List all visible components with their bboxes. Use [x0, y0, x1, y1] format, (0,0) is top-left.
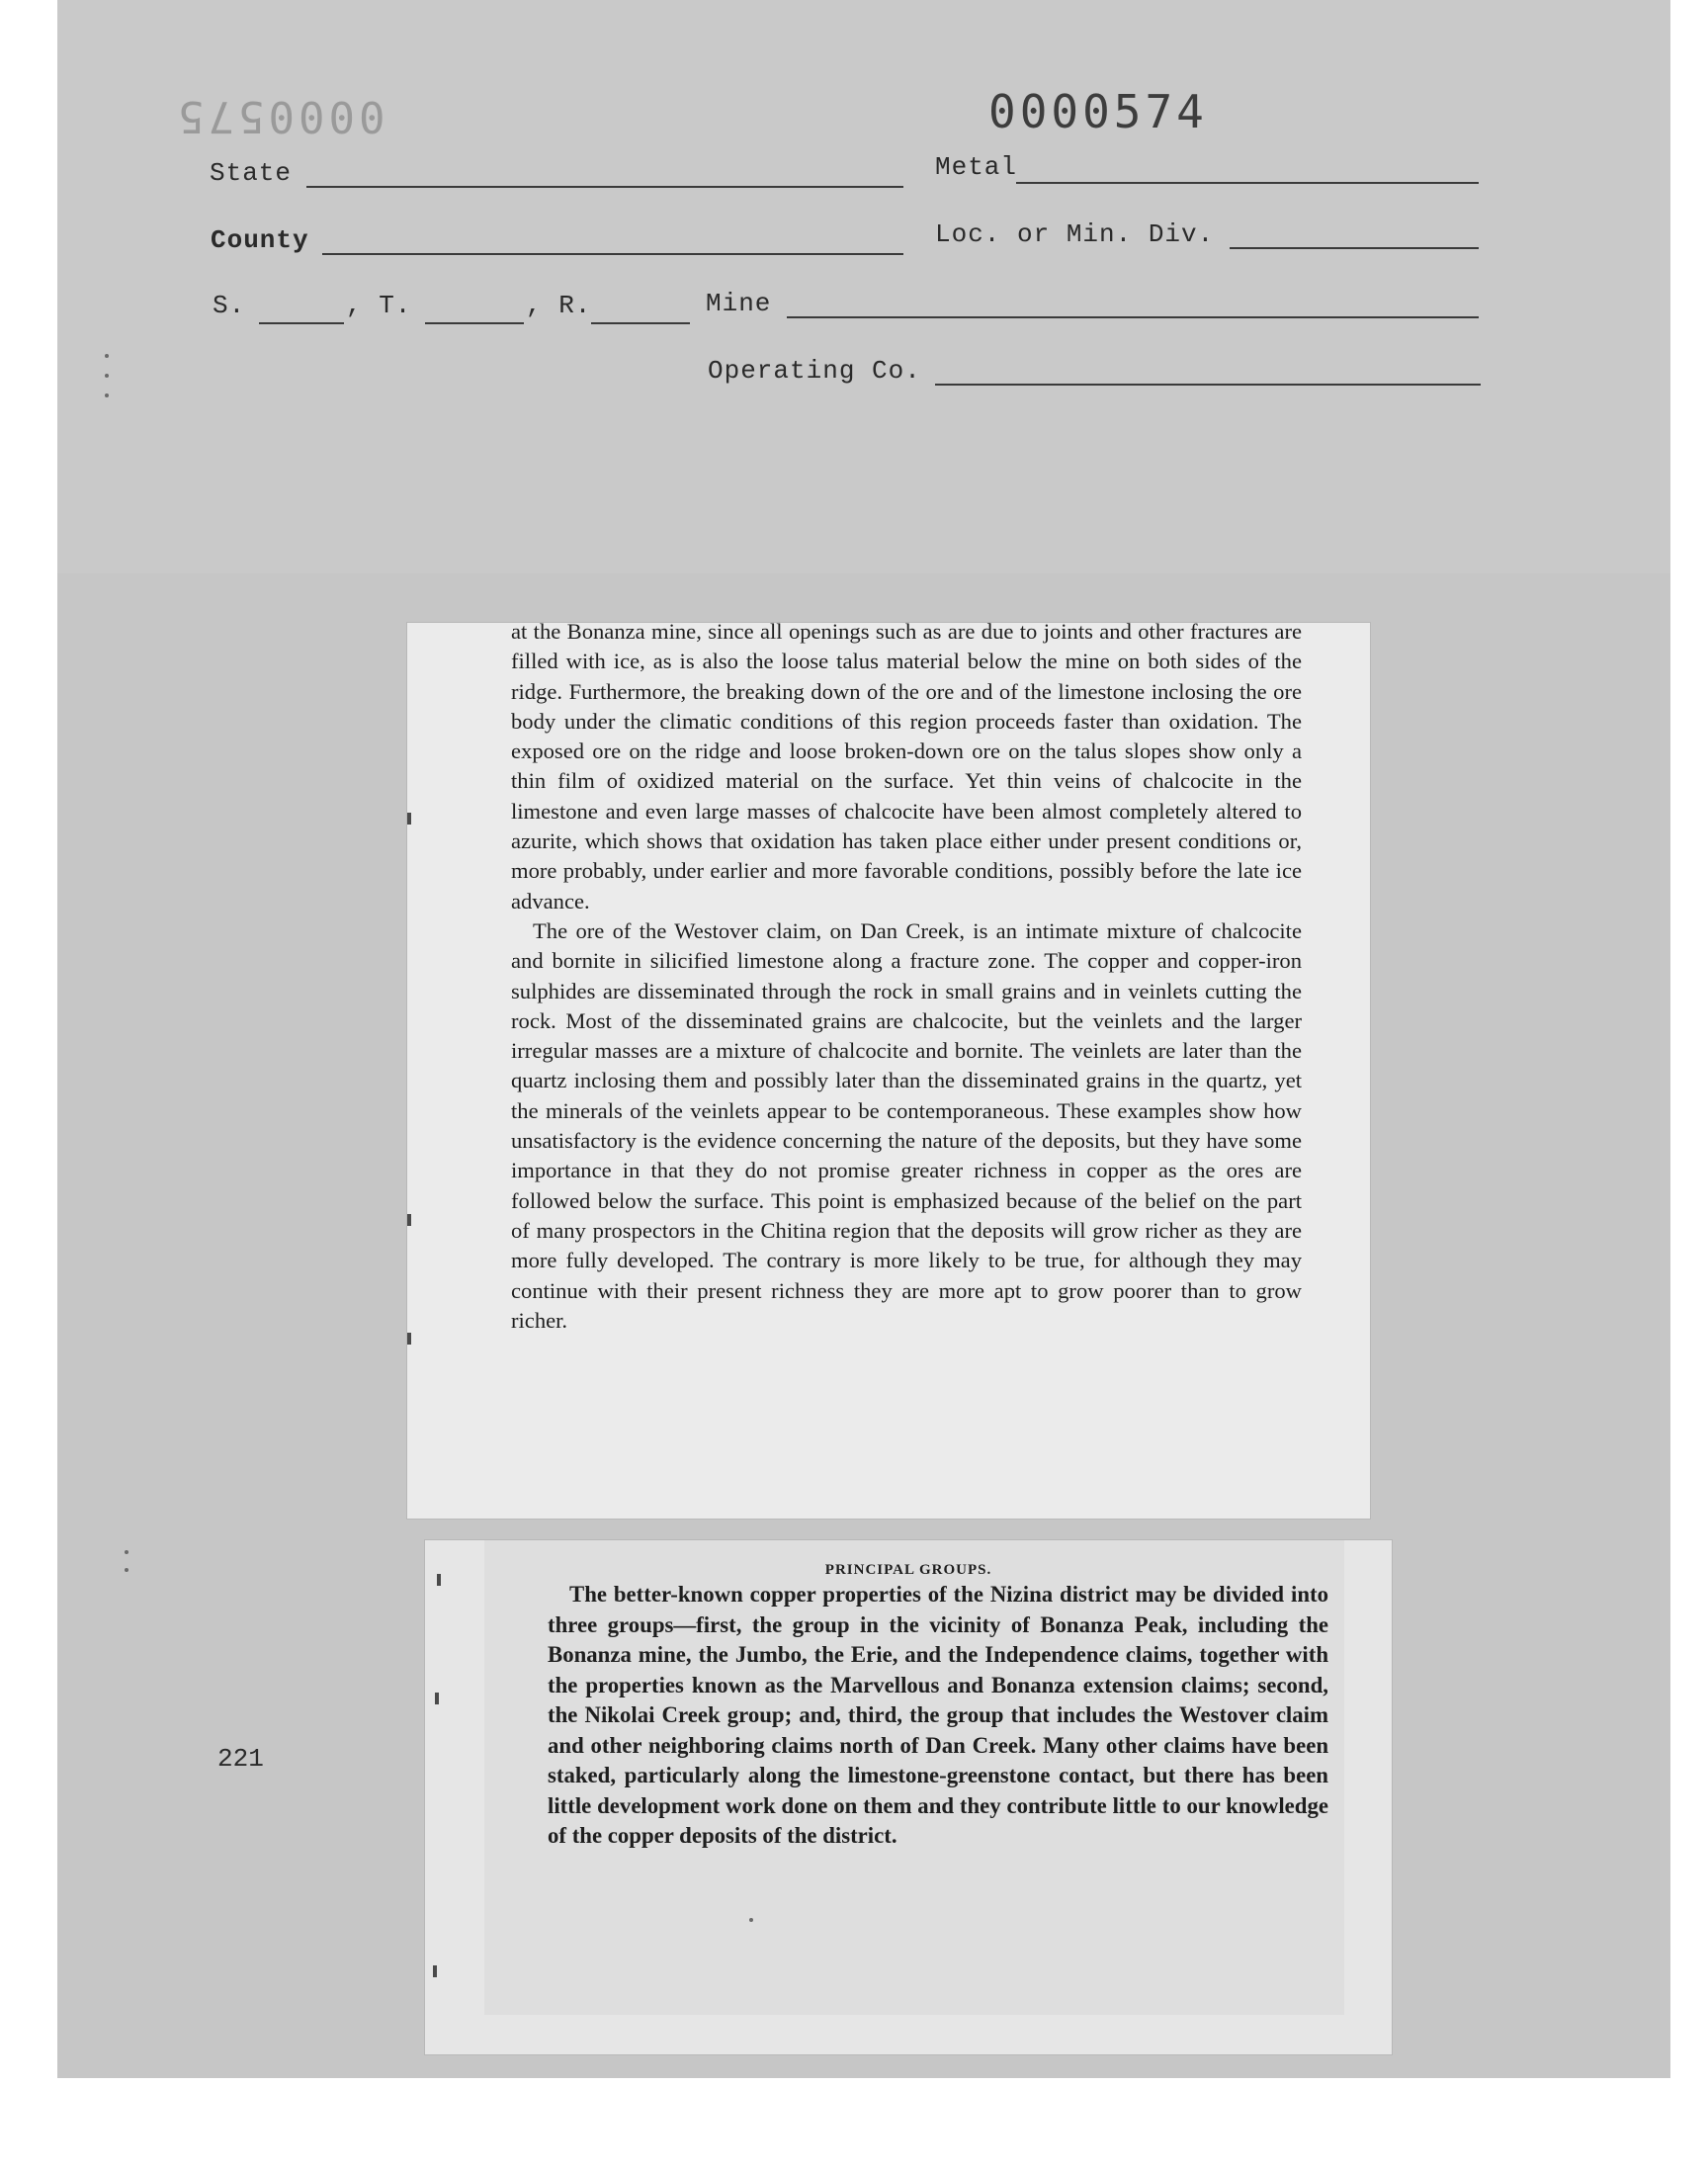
scan-speck	[105, 354, 109, 358]
scan-speck	[749, 1918, 753, 1922]
metal-field-line	[1016, 182, 1479, 184]
section-field-line	[259, 322, 344, 324]
serial-number: 0000574	[988, 85, 1208, 138]
clipping-1-paragraph-1: at the Bonanza mine, since all openings such as are due to joints and other fractures are filled with ice, as is also the loose talus material below the mine on both sides of the ridge. Furthermore, the breaking down of the ore and of the limestone inclosing the ore body under the climatic conditions of this region proceeds faster than oxidation. The exposed ore on the ridge and loose broken-down ore on the talus slopes show only a thin film of oxidized material on the surface. Yet thin veins of chalcocite in the limestone and even large masses of chalcocite have been almost completely altered to azurite, which shows that oxidation has taken place either under present conditions or, more probably, under earlier and more favorable conditions, possibly before the late ice advance.	[511, 619, 1302, 914]
ghost-serial-number: 0000575	[174, 91, 385, 141]
scan-speck	[105, 374, 109, 378]
text-clipping-2	[425, 1540, 1392, 2054]
township-label: , T.	[346, 291, 412, 320]
clip-edge-mark	[437, 1574, 441, 1586]
clip-edge-mark	[407, 813, 411, 825]
range-field-line	[591, 322, 690, 324]
operating-co-field-line	[935, 384, 1481, 386]
locality-field-line	[1230, 247, 1479, 249]
scan-speck	[125, 1568, 128, 1572]
locality-label: Loc. or Min. Div.	[935, 219, 1215, 249]
mine-label: Mine	[706, 289, 772, 318]
state-field-line	[306, 186, 903, 188]
scan-speck	[125, 1550, 128, 1554]
card-header-area	[57, 0, 1670, 573]
clip-edge-mark	[435, 1693, 439, 1704]
county-field-line	[322, 253, 903, 255]
section-label: S.	[213, 291, 246, 320]
text-clipping-1	[407, 619, 1370, 1519]
scan-speck	[105, 393, 109, 397]
mine-field-line	[787, 316, 1479, 318]
state-label: State	[210, 158, 293, 188]
range-label: , R.	[526, 291, 592, 320]
section-heading: PRINCIPAL GROUPS.	[824, 1562, 992, 1578]
county-label: County	[211, 225, 309, 255]
operating-co-label: Operating Co.	[708, 356, 921, 386]
clip-edge-mark	[407, 1214, 411, 1226]
clipping-1-text	[511, 617, 1302, 1336]
clipping-2-paragraph: The better-known copper properties of the Nizina district may be divided into three groups—first, the group in the vicinity of Bonanza Peak, including the Bonanza mine, the Jumbo, the Erie, and the Independence claims, together with the properties known as the Marvellous and Bonanza extension claims; second, the Nikolai Creek group; and, third, the group that includes the Westover claim and other neighboring claims north of Dan Creek. Many other claims have been staked, particularly along the limestone-greenstone contact, but there has been little development work done on them and they contribute little to our knowledge of the copper deposits of the district.	[548, 1582, 1328, 1848]
metal-label: Metal	[935, 152, 1018, 182]
page-number: 221	[217, 1744, 264, 1774]
clipping-1-paragraph-2: The ore of the Westover claim, on Dan Creek, is an intimate mixture of chalcocite and bornite in silicified limestone along a fracture zone. The copper and copper-iron sulphides are disseminated through the rock in small grains and in veinlets cutting the rock. Most of the disseminated grains are chalcocite, but the veinlets and the larger irregular masses are a mixture of chalcocite and bornite. The veinlets are later than the quartz inclosing them and possibly later than the disseminated grains in the quartz, yet the minerals of the veinlets appear to be contemporaneous. These examples show how unsatisfactory is the evidence concerning the nature of the deposits, but they have some importance in that they do not promise greater richness in copper as the ores are followed below the surface. This point is emphasized because of the belief on the part of many prospectors in the Chitina region that the deposits will grow richer as they are more fully developed. The contrary is more likely to be true, for although they may continue with their present richness they are more apt to grow poorer than to grow richer.	[511, 917, 1302, 1333]
township-field-line	[425, 322, 524, 324]
clip-edge-mark	[407, 1333, 411, 1345]
clip-edge-mark	[433, 1965, 437, 1977]
